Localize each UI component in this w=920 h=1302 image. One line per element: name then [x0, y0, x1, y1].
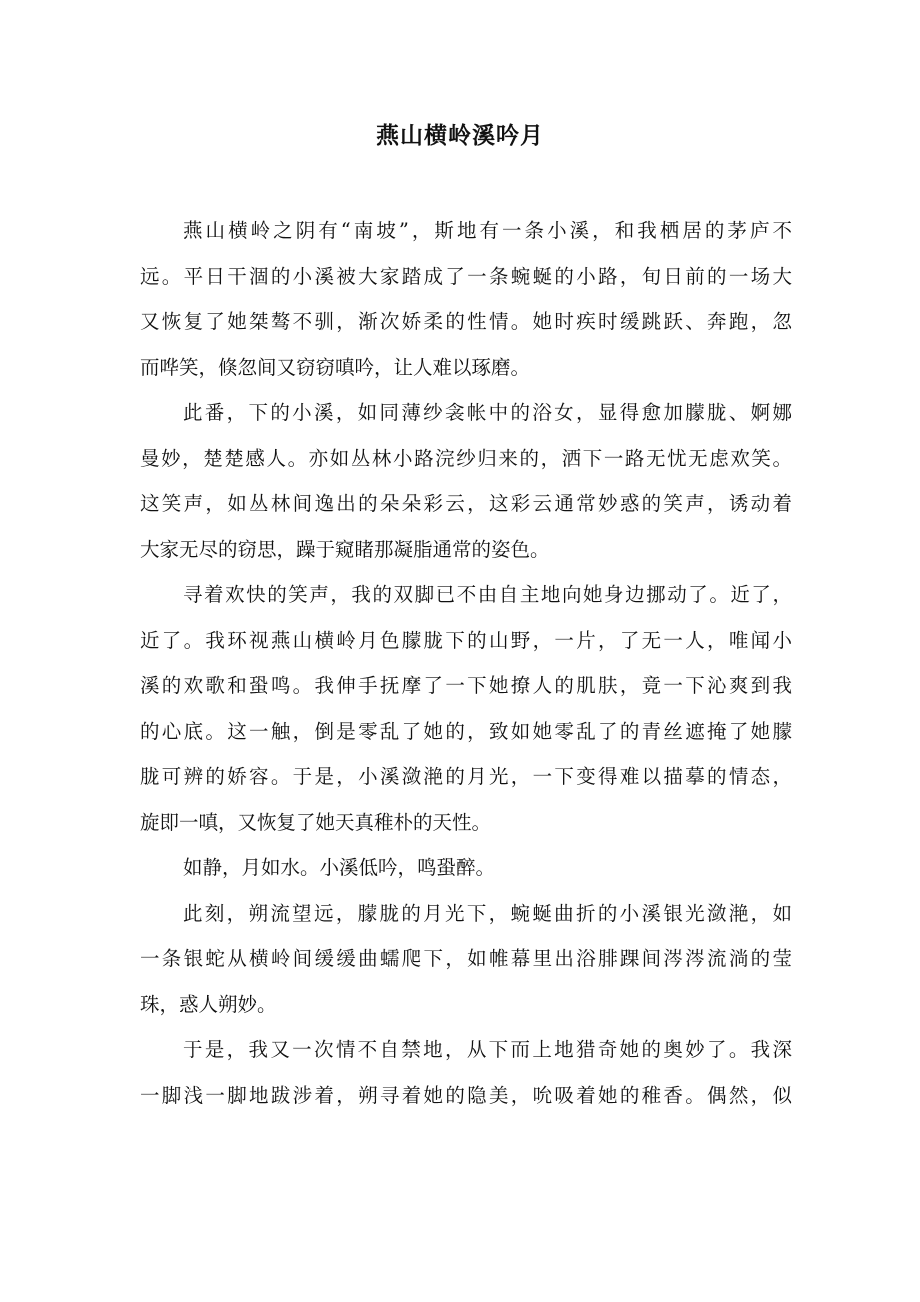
- paragraph-line: 此番，下的小溪，如同薄纱衾帐中的浴女，显得愈加朦胧、婀娜: [183, 401, 792, 424]
- paragraph-line: 珠，惑人朔妙。: [140, 992, 277, 1016]
- paragraph: [140, 572, 792, 845]
- document-title: 燕山横岭溪吟月: [376, 122, 544, 149]
- paragraph-line: 于是，我又一次情不自禁地，从下而上地猎奇她的奥妙了。我深: [183, 1038, 792, 1061]
- paragraph-line: 如静，月如水。小溪低吟，鸣蛩醉。: [183, 856, 496, 879]
- paragraph: [140, 891, 792, 1028]
- paragraph-line: 而哗笑，倏忽间又窃窃嗔吟，让人难以琢磨。: [140, 355, 531, 379]
- paragraph-line: 溪的欢歌和蛩鸣。我伸手抚摩了一下她撩人的肌肤，竟一下沁爽到我: [140, 674, 792, 697]
- paragraph-line: 此刻，朔流望远，朦胧的月光下，蜿蜒曲折的小溪银光潋滟，如: [183, 901, 792, 925]
- paragraph-line: 近了。我环视燕山横岭月色朦胧下的山野，一片，了无一人，唯闻小: [140, 628, 792, 652]
- paragraph: [140, 1027, 792, 1118]
- paragraph-line: 的心底。这一触，倒是零乱了她的，致如她零乱了的青丝遮掩了她朦: [140, 719, 792, 743]
- paragraph-line: 大家无尽的窃思，躁于窥睹那凝脂通常的姿色。: [140, 537, 550, 561]
- paragraph-line: 远。平日干涸的小溪被大家踏成了一条蜿蜒的小路，旬日前的一场大: [140, 264, 792, 288]
- document-body: [140, 208, 792, 1118]
- paragraph-line: 胧可辨的娇容。于是，小溪潋滟的月光，一下变得难以描摹的情态，: [140, 765, 792, 788]
- paragraph-line: 旋即一嗔，又恢复了她天真稚朴的天性。: [140, 810, 492, 834]
- paragraph-line: 燕山横岭之阴有“南坡”，斯地有一条小溪，和我栖居的茅庐不: [183, 219, 792, 242]
- paragraph-line: 这笑声，如丛林间逸出的朵朵彩云，这彩云通常妙惑的笑声，诱动着: [140, 492, 792, 515]
- paragraph: [140, 208, 792, 390]
- paragraph: [140, 845, 792, 891]
- paragraph-line: 一条银蛇从横岭间缓缓曲蠕爬下，如帷幕里出浴腓踝间涔涔流淌的莹: [140, 947, 792, 970]
- paragraph-line: 一脚浅一脚地跋涉着，朔寻着她的隐美，吮吸着她的稚香。偶然，似: [140, 1083, 792, 1107]
- paragraph-line: 又恢复了她桀骜不驯，渐次娇柔的性情。她时疾时缓跳跃、奔跑，忽: [140, 310, 792, 333]
- paragraph: [140, 390, 792, 572]
- paragraph-line: 曼妙，楚楚感人。亦如丛林小路浣纱归来的，洒下一路无忧无虑欢笑。: [140, 446, 792, 470]
- paragraph-line: 寻着欢快的笑声，我的双脚已不由自主地向她身边挪动了。近了，: [183, 583, 792, 606]
